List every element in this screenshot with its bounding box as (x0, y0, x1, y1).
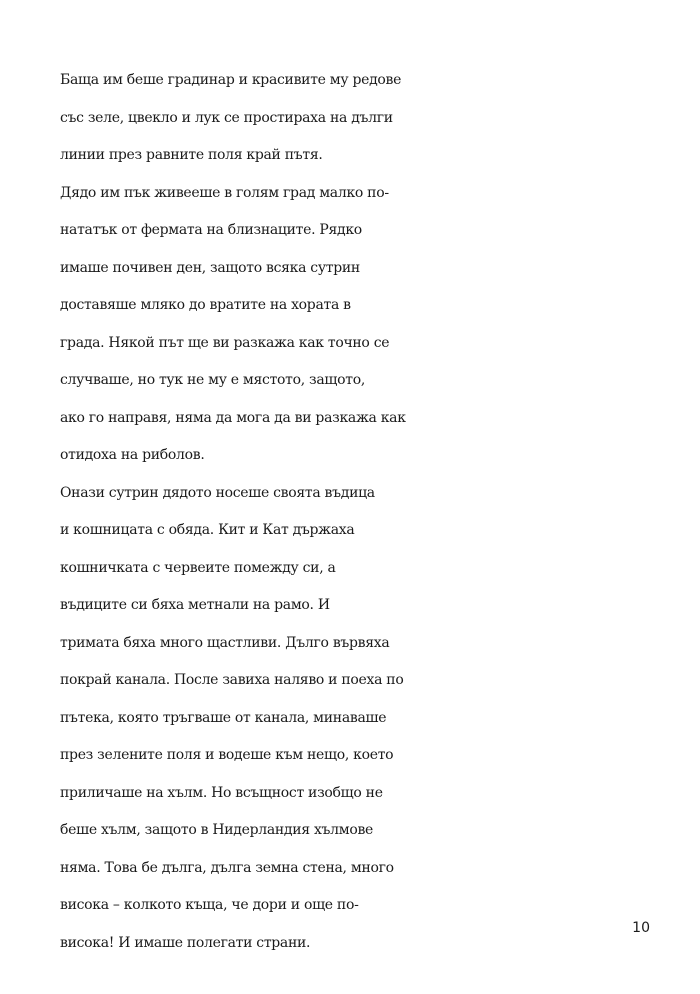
text-line: линии през равните поля край пътя. (60, 147, 323, 163)
text-line: и кошницата с обяда. Кит и Кат държаха (60, 522, 355, 538)
body-text (60, 62, 660, 962)
text-line: кошничката с червеите помежду си, а (60, 559, 336, 576)
text-line: тримата бяха много щастливи. Дълго вървяха (60, 634, 390, 651)
text-line: имаше почивен ден, защото всяка сутрин (60, 259, 360, 276)
text-line: въдиците си бяха метнали на рамо. И (60, 597, 330, 613)
page-number: 10 (632, 920, 650, 936)
text-line: Баща им беше градинар и красивите му редове (60, 72, 402, 88)
text-line: няма. Това бе дълга, дълга земна стена, много (60, 859, 394, 876)
text-line: беше хълм, защото в Нидерландия хълмове (60, 822, 374, 838)
text-line: града. Някой път ще ви разкажа как точно се (60, 334, 390, 351)
text-line: отидоха на риболов. (60, 447, 205, 463)
text-line: Дядо им пък живееше в голям град малко по- (60, 184, 389, 201)
text-line: висока! И имаше полегати страни. (60, 934, 311, 951)
text-line: ако го направя, няма да мога да ви разкажа как (60, 409, 406, 426)
text-line: пътека, която тръгваше от канала, минаваше (60, 709, 387, 726)
text-line: покрай канала. После завиха наляво и поеха по (60, 672, 404, 688)
text-line: Онази сутрин дядото носеше своята въдица (60, 484, 375, 501)
text-line: нататък от фермата на близнаците. Рядко (60, 222, 362, 238)
text-line: висока – колкото къща, че дори и още по- (60, 897, 359, 913)
text-line: със зеле, цвекло и лук се простираха на дълги (60, 109, 393, 126)
text-line: случваше, но тук не му е мястото, защото, (60, 372, 365, 388)
text-line: през зелените поля и водеше към нещо, което (60, 747, 394, 763)
text-line: доставяше мляко до вратите на хората в (60, 297, 351, 313)
text-line: приличаше на хълм. Но всъщност изобщо не (60, 784, 383, 801)
